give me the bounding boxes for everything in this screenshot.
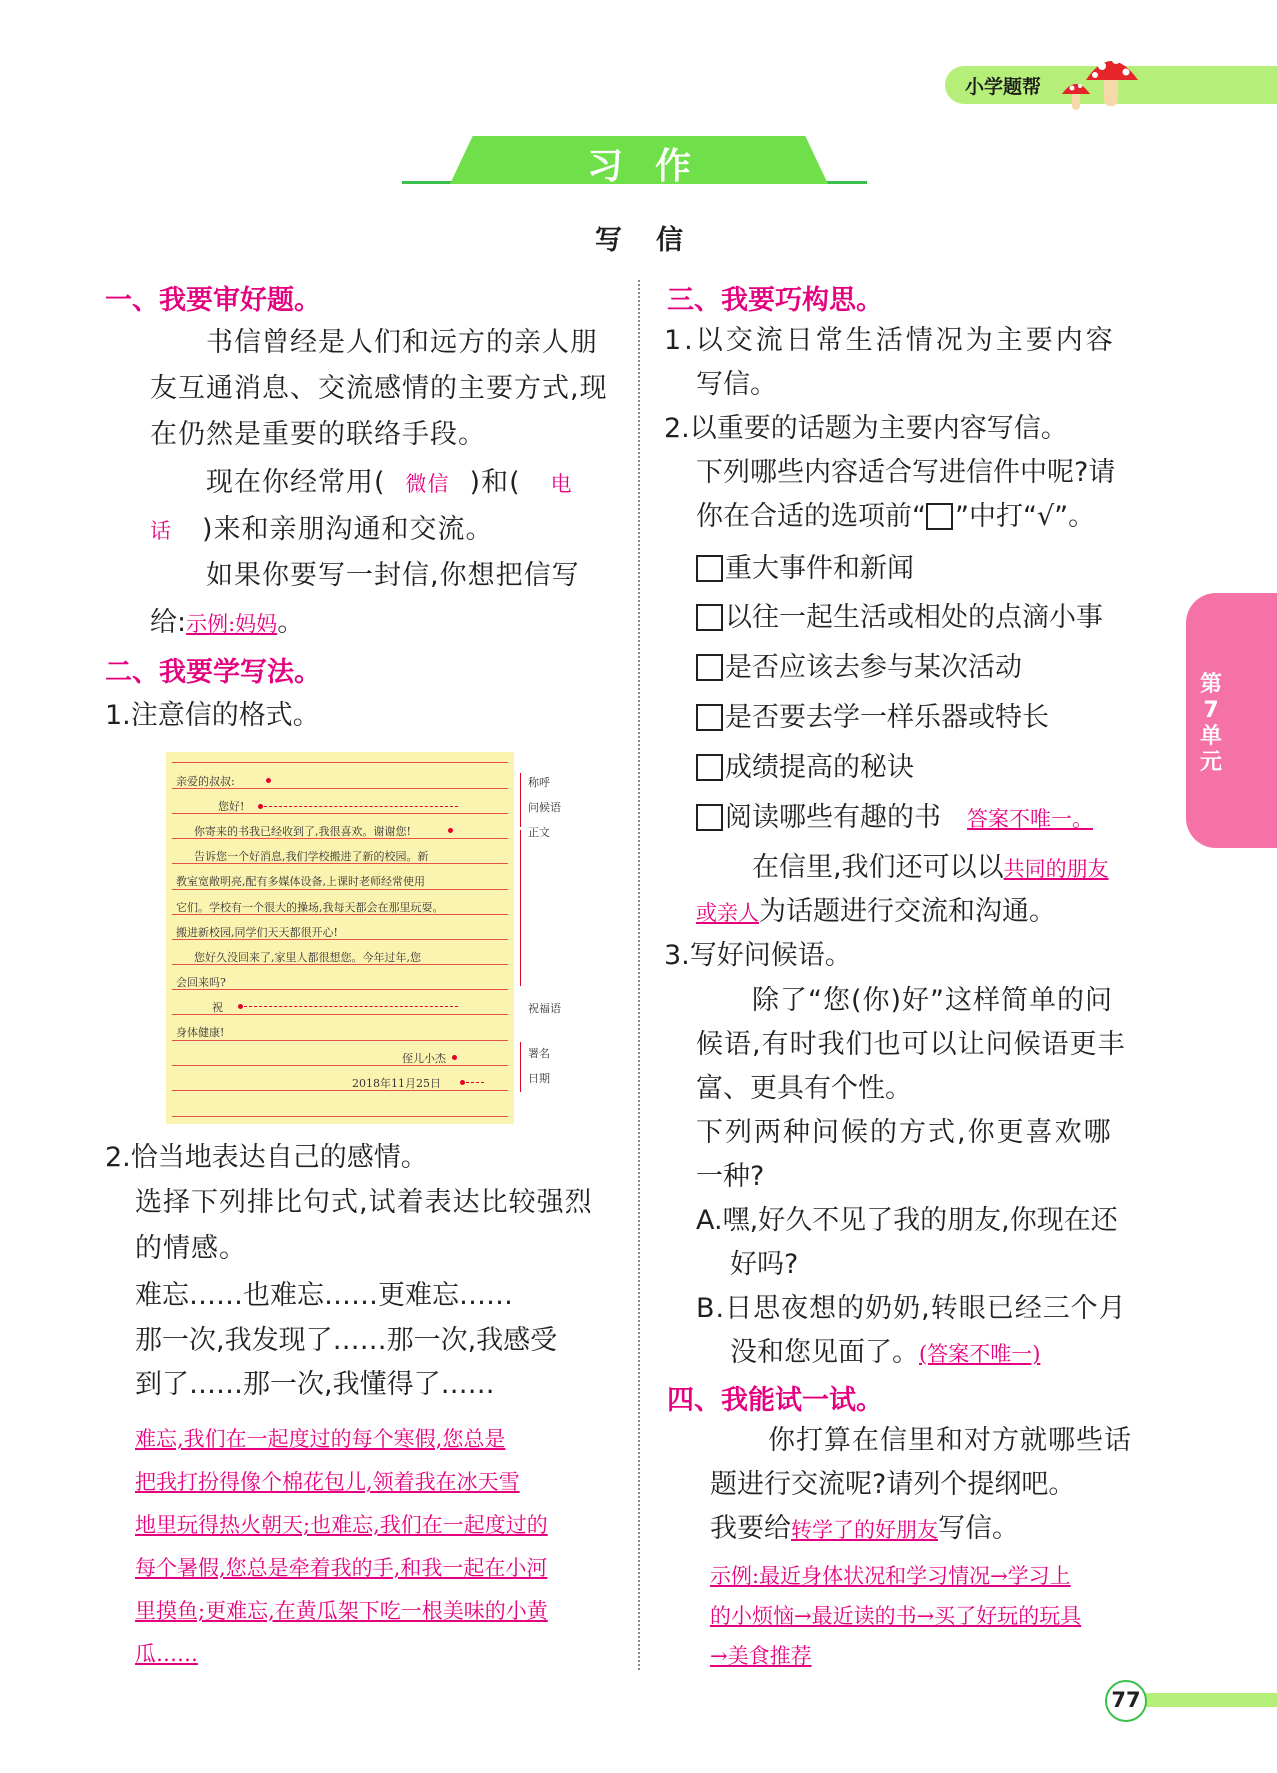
letter-body-3: 教室宽敞明亮,配有多媒体设备,上课时老师经常使用 [176, 875, 425, 888]
s4-answer-line-3: →美食推荐 [710, 1644, 812, 1668]
rule-line [172, 889, 508, 890]
option-checkbox[interactable] [696, 604, 723, 631]
s3-item-3: 3.写好问候语。 [664, 940, 852, 971]
label-body: 正文 [528, 826, 550, 839]
letter-body-1: 你寄来的书我已经收到了,我很喜欢。谢谢您! [194, 825, 411, 838]
section-3-heading: 三、我要巧构思。 [667, 285, 883, 316]
answer-line-1: 难忘,我们在一起度过的每个寒假,您总是 [135, 1427, 506, 1451]
pattern-2a: 那一次,我发现了……那一次,我感受 [135, 1325, 558, 1356]
option-label: 阅读哪些有趣的书 [725, 802, 941, 833]
page-number: 77 [1111, 1688, 1141, 1712]
brand-text: 小学题帮 [965, 76, 1042, 98]
letter-date: 2018年11月25日 [352, 1077, 441, 1090]
s4-p2: 题进行交流呢?请列个提纲吧。 [710, 1469, 1076, 1500]
option-checkbox[interactable] [696, 654, 723, 681]
label-closing: 祝福语 [528, 1002, 561, 1015]
option-b-answer: (答案不唯一) [919, 1342, 1041, 1366]
section-2-answer [135, 1418, 615, 1676]
option-a-2: 好吗? [730, 1249, 799, 1280]
option-2[interactable] [696, 595, 1103, 641]
section-1-paragraph-1: 书信曾经是人们和远方的亲人朋友互通消息、交流感情的主要方式,现在仍然是重要的联络手段。 [150, 327, 608, 450]
answer-line-5: 里摸鱼;更难忘,在黄瓜架下吃一根美味的小黄 [135, 1599, 548, 1623]
letter-body-7: 会回来吗? [176, 976, 226, 989]
answer-line-3: 地里玩得热火朝天;也难忘,我们在一起度过的 [135, 1513, 548, 1537]
pattern-2b: 到了……那一次,我懂得了…… [135, 1369, 495, 1400]
s4-recipient-answer: 转学了的好朋友 [791, 1518, 938, 1542]
marker-dot [238, 1004, 243, 1009]
s4-answer [710, 1556, 1180, 1676]
option-3[interactable] [696, 645, 1022, 691]
s3-item-3-q2: 一种? [696, 1161, 765, 1192]
answer-phone-a: 电 [550, 472, 573, 496]
topic-answer-1: 共同的朋友 [1003, 857, 1109, 881]
topic-pre: 在信里,我们还可以以 [752, 852, 1004, 883]
answer-recipient: 示例:妈妈 [186, 612, 278, 636]
marker-dot [460, 1080, 465, 1085]
letter-body-5: 搬进新校园,同学们天天都很开心! [176, 926, 338, 939]
s3-item-1a: 1.以交流日常生活情况为主要内容 [664, 325, 1116, 356]
option-label: 成绩提高的秘诀 [725, 752, 914, 783]
q2-post: ”中打“√”。 [955, 501, 1096, 532]
option-4[interactable] [696, 695, 1049, 741]
answer-wechat: 微信 [405, 472, 450, 496]
s4-p3-pre: 我要给 [710, 1513, 791, 1544]
letter-signature: 侄儿小杰 [402, 1052, 446, 1065]
pattern-1: 难忘……也难忘……更难忘…… [135, 1280, 513, 1311]
marker-dot [452, 1055, 457, 1060]
options-answer: 答案不唯一。 [967, 807, 1093, 831]
rule-line [172, 1040, 508, 1041]
label-date: 日期 [528, 1072, 550, 1085]
section-1-paragraph-3: 如果你要写一封信,你想把信写 [206, 560, 580, 591]
unit-label: 第7单元 [1199, 672, 1222, 775]
s4-answer-line-2: 的小烦恼→最近读的书→买了好玩的玩具 [710, 1604, 1082, 1628]
topic-answer-2: 或亲人 [696, 901, 759, 925]
label-greeting: 问候语 [528, 801, 561, 814]
option-label: 是否应该去参与某次活动 [725, 652, 1022, 683]
bracket-line [520, 1042, 521, 1092]
section-4-heading: 四、我能试一试。 [667, 1385, 883, 1416]
page-title: 习作 [586, 146, 723, 187]
letter-wish: 身体健康! [176, 1026, 225, 1039]
bracket-line [520, 773, 521, 827]
q2-pre: 你在合适的选项前“ [696, 501, 926, 532]
answer-line-6: 瓜…… [135, 1642, 198, 1666]
option-label: 以往一起生活或相处的点滴小事 [725, 602, 1103, 633]
s4-p1: 你打算在信里和对方就哪些话 [768, 1425, 1132, 1456]
option-label: 重大事件和新闻 [725, 553, 914, 584]
answer-line-2: 把我打扮得像个棉花包儿,领着我在冰天雪 [135, 1470, 520, 1494]
s1-p2-post: )来和亲朋沟通和交流。 [202, 514, 494, 545]
s3-item-3-p1: 除了“您(你)好”这样简单的问 [752, 985, 1114, 1016]
section-2-item-1: 1.注意信的格式。 [105, 700, 320, 731]
s3-item-3-q1: 下列两种问候的方式,你更喜欢哪 [696, 1117, 1113, 1148]
letter-body-2: 告诉您一个好消息,我们学校搬进了新的校园。新 [194, 850, 429, 863]
answer-line-4: 每个暑假,您总是牵着我的手,和我一起在小河 [135, 1556, 548, 1580]
rule-line [172, 1065, 508, 1066]
rule-line [172, 1090, 508, 1091]
s3-item-1b: 写信。 [696, 369, 777, 400]
letter-body-4: 它们。学校有一个很大的操场,我每天都会在那里玩耍。 [176, 901, 444, 914]
option-checkbox[interactable] [696, 704, 723, 731]
answer-phone-b: 话 [150, 519, 172, 543]
option-checkbox[interactable] [696, 754, 723, 781]
marker-line [264, 806, 458, 807]
s1-p3c: 。 [277, 607, 305, 638]
option-b-1: B.日思夜想的奶奶,转眼已经三个月 [696, 1293, 1127, 1324]
s3-topic-line-2 [696, 889, 1056, 936]
s3-item-2: 2.以重要的话题为主要内容写信。 [664, 413, 1068, 444]
bracket-line [520, 830, 521, 986]
s4-p3 [710, 1506, 1019, 1553]
rule-line [172, 762, 508, 763]
letter-body-6: 您好久没回来了,家里人都很想您。今年过年,您 [194, 951, 421, 964]
letter-salutation: 亲爱的叔叔: [176, 775, 235, 788]
option-5[interactable] [696, 745, 914, 791]
s3-item-2-q1: 下列哪些内容适合写进信件中呢?请 [696, 457, 1116, 488]
section-2-item-2-text: 选择下列排比句式,试着表达比较强烈的情感。 [135, 1187, 593, 1264]
letter-closing: 祝 [212, 1001, 223, 1014]
marker-line [466, 1082, 484, 1083]
s3-item-2-q2 [696, 494, 1095, 540]
section-2-heading: 二、我要学写法。 [105, 657, 321, 688]
option-b-2-text: 没和您见面了。 [730, 1337, 919, 1368]
marker-dot [266, 778, 271, 783]
option-checkbox[interactable] [696, 804, 723, 831]
section-1-recipient [150, 600, 304, 647]
s3-item-3-p3: 富、更具有个性。 [696, 1073, 912, 1104]
page-subtitle: 写信 [595, 225, 717, 256]
marker-dot [448, 828, 453, 833]
s4-p3-post: 写信。 [938, 1513, 1019, 1544]
column-divider [638, 280, 640, 1670]
s1-p3b: 给: [150, 607, 187, 638]
s1-p2-pre: 现在你经常用( [206, 467, 386, 498]
checkbox-sample [926, 503, 953, 530]
mushroom-icon [1060, 44, 1150, 114]
s4-answer-line-1: 示例:最近身体状况和学习情况→学习上 [710, 1564, 1071, 1588]
option-6[interactable] [696, 795, 1093, 842]
label-salutation: 称呼 [528, 776, 550, 789]
option-checkbox[interactable] [696, 555, 723, 582]
letter-greeting: 您好! [218, 800, 245, 813]
marker-dot [258, 804, 263, 809]
marker-line [244, 1006, 458, 1007]
s1-p2-mid: )和( [469, 467, 521, 498]
topic-post: 为话题进行交流和沟通。 [759, 896, 1056, 927]
rule-line [172, 1116, 508, 1117]
section-1-heading: 一、我要审好题。 [105, 285, 321, 316]
s3-item-3-p2: 候语,有时我们也可以让问候语更丰 [696, 1029, 1126, 1060]
section-1-paragraph-2 [150, 460, 620, 554]
option-label: 是否要去学一样乐器或特长 [725, 702, 1049, 733]
section-2-item-2: 2.恰当地表达自己的感情。 [105, 1142, 428, 1173]
page-number-bar [1126, 1693, 1277, 1707]
option-a-1: A.嘿,好久不见了我的朋友,你现在还 [696, 1205, 1118, 1236]
option-b-2 [730, 1330, 1040, 1377]
label-signature: 署名 [528, 1047, 550, 1060]
option-1[interactable] [696, 546, 914, 592]
s3-topic-line [752, 845, 1109, 892]
letter-format-image [166, 752, 514, 1124]
